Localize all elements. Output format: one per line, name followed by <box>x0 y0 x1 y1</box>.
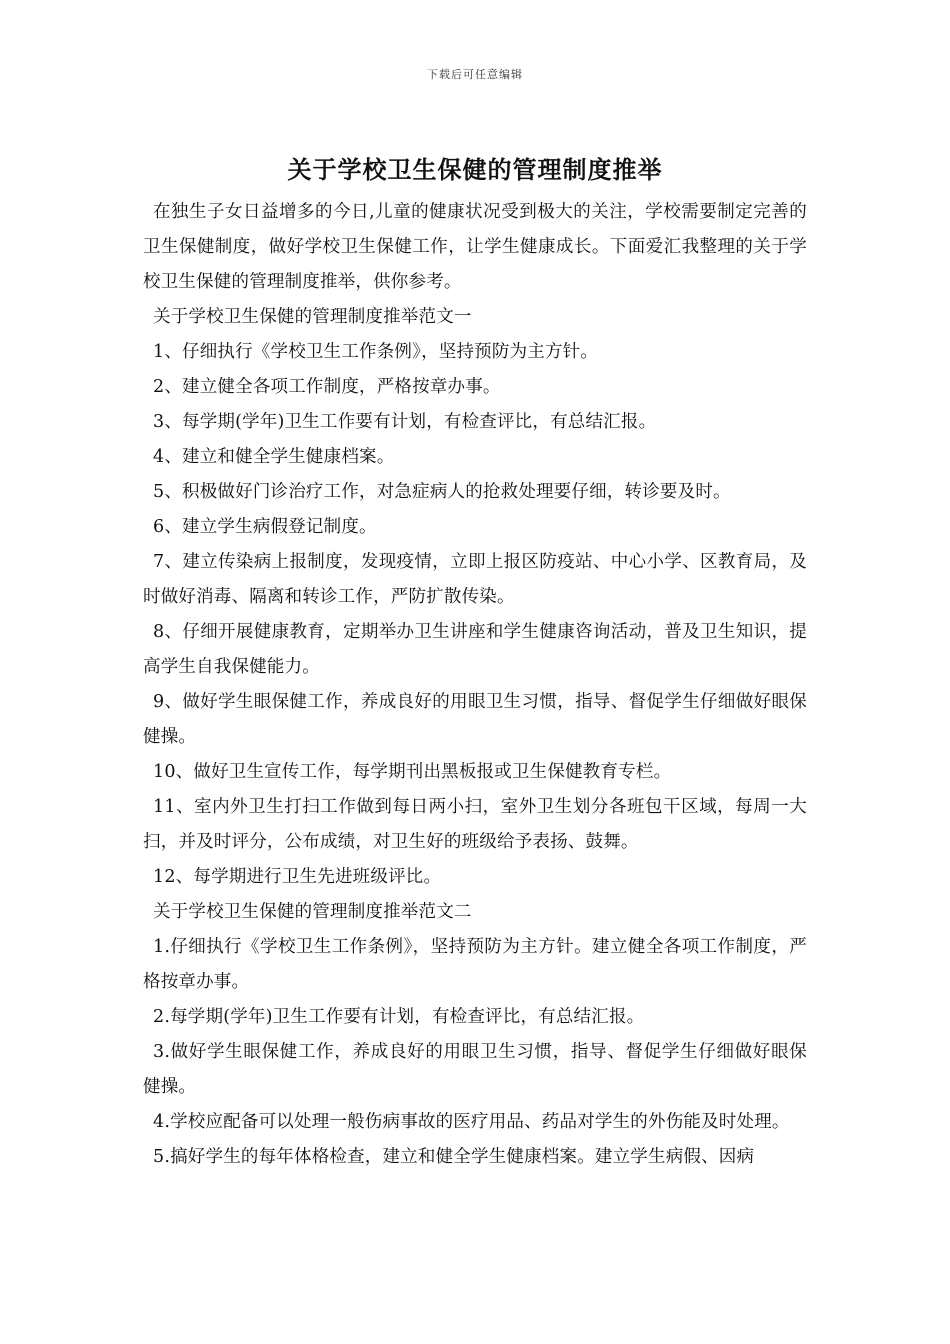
header-note: 下载后可任意编辑 <box>427 68 523 81</box>
list-item: 4.学校应配备可以处理一般伤病事故的医疗用品、药品对学生的外伤能及时处理。 <box>153 1112 790 1132</box>
list-item: 1、仔细执行《学校卫生工作条例》，坚持预防为主方针。 <box>153 342 599 362</box>
list-item: 4、建立和健全学生健康档案。 <box>153 447 395 467</box>
section-heading: 关于学校卫生保健的管理制度推举范文二 <box>153 902 472 922</box>
list-item: 2、建立健全各项工作制度，严格按章办事。 <box>153 377 501 397</box>
list-item: 3.做好学生眼保健工作，养成良好的用眼卫生习惯，指导、督促学生仔细做好眼保健操。 <box>143 1042 807 1097</box>
list-item: 10、做好卫生宣传工作，每学期刊出黑板报或卫生保健教育专栏。 <box>153 762 672 782</box>
section-heading: 关于学校卫生保健的管理制度推举范文一 <box>153 307 472 327</box>
list-item: 9、做好学生眼保健工作，养成良好的用眼卫生习惯，指导、督促学生仔细做好眼保健操。 <box>143 692 807 747</box>
list-item: 5.搞好学生的每年体格检查，建立和健全学生健康档案。建立学生病假、因病 <box>153 1147 755 1167</box>
document-body <box>143 195 807 1175</box>
list-item: 3、每学期(学年)卫生工作要有计划，有检查评比，有总结汇报。 <box>153 412 657 432</box>
list-item: 5、积极做好门诊治疗工作，对急症病人的抢救处理要仔细，转诊要及时。 <box>153 482 731 502</box>
list-item: 6、建立学生病假登记制度。 <box>153 517 377 537</box>
list-item: 11、室内外卫生打扫工作做到每日两小扫，室外卫生划分各班包干区域，每周一大扫，并及时评分，公布成绩，对卫生好的班级给予表扬、鼓舞。 <box>143 797 807 852</box>
intro-paragraph: 在独生子女日益增多的今日,儿童的健康状况受到极大的关注，学校需要制定完善的卫生保健制度，做好学校卫生保健工作，让学生健康成长。下面爱汇我整理的关于学校卫生保健的管理制度推举，供你参考。 <box>143 202 807 292</box>
document-title: 关于学校卫生保健的管理制度推举 <box>287 155 663 184</box>
list-item: 7、建立传染病上报制度，发现疫情，立即上报区防疫站、中心小学、区教育局，及时做好消毒、隔离和转诊工作，严防扩散传染。 <box>143 552 807 607</box>
list-item: 12、每学期进行卫生先进班级评比。 <box>153 867 442 887</box>
list-item: 1.仔细执行《学校卫生工作条例》，坚持预防为主方针。建立健全各项工作制度，严格按章办事。 <box>143 937 807 992</box>
list-item: 2.每学期(学年)卫生工作要有计划，有检查评比，有总结汇报。 <box>153 1007 645 1027</box>
list-item: 8、仔细开展健康教育，定期举办卫生讲座和学生健康咨询活动，普及卫生知识，提高学生自我保健能力。 <box>143 622 807 677</box>
